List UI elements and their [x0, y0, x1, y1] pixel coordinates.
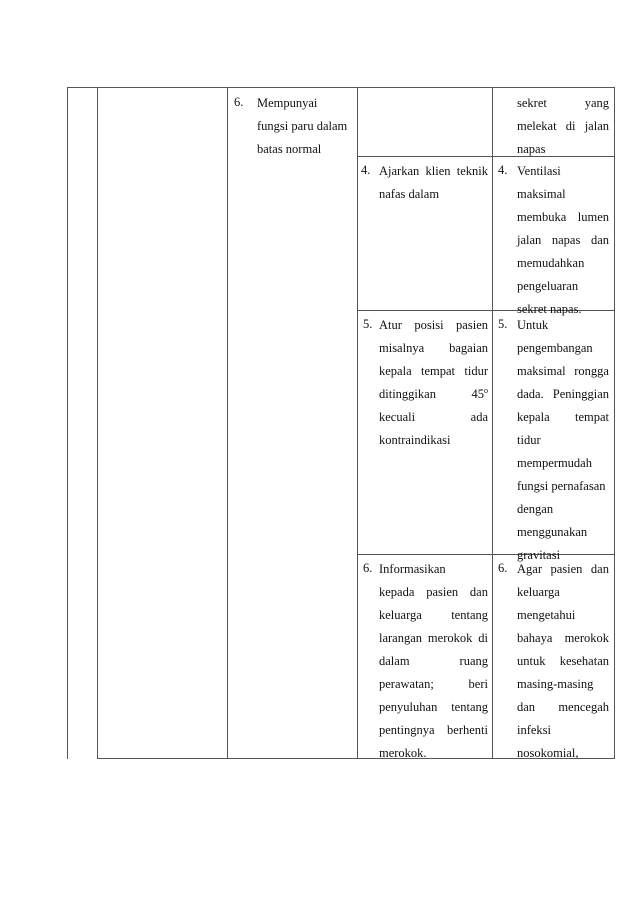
rationale-5-line: pengembangan — [517, 341, 593, 355]
goal-6-line: Mempunyai — [257, 96, 318, 110]
rationale-4-line: pengeluaran — [517, 279, 579, 293]
column-line-3 — [227, 87, 228, 759]
goal-6-line: fungsi paru dalam — [257, 119, 348, 133]
column-line-6 — [614, 87, 615, 759]
rationale-5-number: 5. — [498, 317, 508, 331]
intervention-6-line: larangan merokok di — [379, 631, 488, 645]
rationale-6-line: mengetahui — [517, 608, 576, 622]
rationale-4-line: membuka lumen — [517, 210, 609, 224]
intervention-6-line: perawatan; beri — [379, 677, 488, 691]
intervention-5-line: kepala tempat tidur — [379, 364, 488, 378]
rationale-4-line: maksimal — [517, 187, 566, 201]
degree-mark: o — [484, 385, 488, 395]
rationale-6-number: 6. — [498, 561, 508, 575]
rationale-5-line: tidur — [517, 433, 541, 447]
rationale-cont-line: napas — [517, 142, 546, 156]
rationale-6-line: Agar pasien dan — [517, 562, 609, 576]
intervention-6-line: dalam ruang — [379, 654, 488, 668]
intervention-5-number: 5. — [363, 317, 373, 331]
intervention-4-line: Ajarkan klien teknik — [379, 164, 488, 178]
intervention-5-line: kecuali ada — [379, 410, 488, 424]
rationale-4-line: memudahkan — [517, 256, 585, 270]
rationale-6-line: untuk kesehatan — [517, 654, 609, 668]
rationale-6-line: nosokomial, — [517, 746, 579, 760]
table-top-border — [67, 87, 614, 88]
intervention-5-line: misalnya bagaian — [379, 341, 488, 355]
intervention-4-number: 4. — [361, 163, 371, 177]
intervention-5-line-with-degree — [379, 386, 488, 409]
rationale-4-number: 4. — [498, 163, 508, 177]
intervention-6-line: merokok. — [379, 746, 427, 760]
column-line-1 — [67, 87, 68, 759]
rationale-6-line: bahaya merokok — [517, 631, 609, 645]
column-line-4 — [357, 87, 358, 759]
rationale-5-line: dengan — [517, 502, 554, 516]
goal-6-line: batas normal — [257, 142, 322, 156]
rationale-4-line: sekret napas. — [517, 302, 582, 316]
rationale-4-line: jalan napas dan — [517, 233, 609, 247]
rationale-6-line: masing-masing — [517, 677, 594, 691]
intervention-5-text: ditinggikan 45 — [379, 387, 484, 401]
intervention-6-line: Informasikan — [379, 562, 446, 576]
rationale-cont-line: sekret yang — [517, 96, 609, 110]
rationale-5-line: fungsi pernafasan — [517, 479, 606, 493]
intervention-5-line: kontraindikasi — [379, 433, 451, 447]
intervention-6-line: kepada pasien dan — [379, 585, 488, 599]
rationale-6-line: dan mencegah — [517, 700, 609, 714]
goal-6-number: 6. — [234, 95, 244, 109]
rationale-5-line: mempermudah — [517, 456, 592, 470]
intervention-6-line: keluarga tentang — [379, 608, 488, 622]
intervention-5-line: Atur posisi pasien — [379, 318, 488, 332]
intervention-6-line: pentingnya berhenti — [379, 723, 488, 737]
rationale-6-line: keluarga — [517, 585, 560, 599]
rationale-4-line: Ventilasi — [517, 164, 561, 178]
rationale-5-line: gravitasi — [517, 548, 561, 562]
intervention-6-number: 6. — [363, 561, 373, 575]
rationale-5-line: kepala tempat — [517, 410, 609, 424]
rationale-5-line: menggunakan — [517, 525, 588, 539]
rationale-5-line: Untuk — [517, 318, 549, 332]
rationale-5-line: maksimal rongga — [517, 364, 609, 378]
rationale-6-line: infeksi — [517, 723, 552, 737]
column-line-5 — [492, 87, 493, 759]
intervention-6-line: penyuluhan tentang — [379, 700, 488, 714]
intervention-4-line: nafas dalam — [379, 187, 440, 201]
rationale-cont-line: melekat di jalan — [517, 119, 609, 133]
column-line-2 — [97, 87, 98, 759]
rationale-5-line: dada. Peninggian — [517, 387, 609, 401]
